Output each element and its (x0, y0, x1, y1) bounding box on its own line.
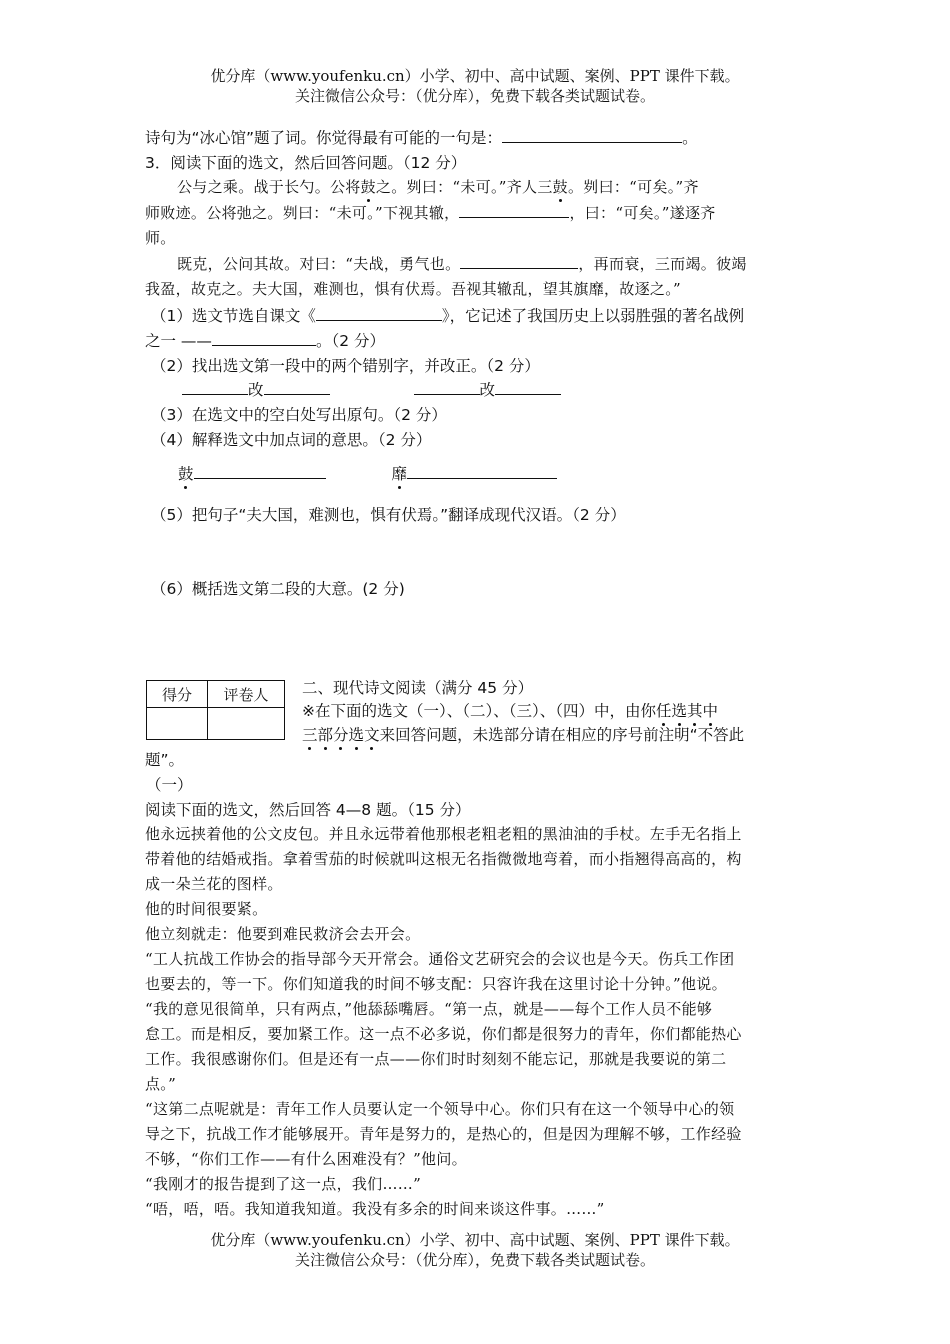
reading-line: 他立刻就走：他要到难民救济会去开会。 (145, 925, 421, 943)
dotted-word: 分 (333, 723, 349, 745)
part1-label: （一） (146, 776, 193, 794)
score-table (146, 680, 285, 740)
q2-tail-line: 诗句为“冰心馆”题了词。你觉得最有可能的一句是： 。 (145, 129, 698, 147)
page-header (0, 66, 950, 106)
section2-note-end: 题”。 (145, 751, 185, 769)
reading-line: 他永远挟着他的公文皮包。并且永远带着他那根老粗老粗的黑油油的手杖。左手无名指上 (145, 825, 742, 843)
reading-line: 带着他的结婚戒指。拿着雪茄的时候就叫这根无名指微微地弯着，而小指翘得高高的，构 (145, 850, 742, 868)
reading-line: 成一朵兰花的图样。 (145, 875, 283, 893)
passage-line: 师败迹。公将弛之。刿曰：“未可。”下视其辙， ，曰：“可矣。”遂逐齐 (145, 204, 716, 222)
answer-blank[interactable] (194, 464, 326, 479)
answer-blank[interactable] (407, 464, 557, 479)
q3-sub-4-answers (178, 462, 843, 484)
q3-sub-6: （6）概括选文第二段的大意。(2 分) (151, 580, 405, 598)
grader-cell[interactable] (208, 708, 285, 740)
section2-note-cont: 三部分选文来回答问题，未选部分请在相应的序号前注明“不答此 (302, 723, 810, 745)
dotted-word: 中 (703, 699, 719, 721)
page-footer (0, 1230, 950, 1270)
reading-line: 他的时间很要紧。 (145, 900, 268, 918)
dotted-word: 其 (687, 699, 703, 721)
passage-line: 既克，公问其故。对曰：“夫战，勇气也。 ，再而衰，三而竭。彼竭 (177, 255, 747, 273)
header-line-2: 关注微信公众号：（优分库），免费下载各类试题试卷。 (294, 87, 655, 105)
score-header: 得分 (147, 681, 208, 708)
reading-line: “这第二点呢就是：青年工作人员要认定一个领导中心。你们只有在这一个领导中心的领 (145, 1100, 735, 1118)
dotted-word: 鼓 (360, 178, 376, 196)
q3-sub-4: （4）解释选文中加点词的意思。（2 分） (151, 431, 432, 449)
dotted-word: 鼓 (178, 462, 194, 484)
reading-line: 工作。我很感谢你们。但是还有一点——你们时时刻刻不能忘记，那就是我要说的第二 (145, 1050, 727, 1068)
score-cell[interactable] (147, 708, 208, 740)
reading-line: “我刚才的报告提到了这一点，我们……” (145, 1175, 422, 1193)
reading-line: 也要去的，等一下。你们知道我的时间不够支配：只容许我在这里讨论十分钟。”他说。 (145, 975, 727, 993)
reading-line: 不够，“你们工作——有什么困难没有？”他问。 (145, 1150, 467, 1168)
q2-tail-text: 诗句为“冰心馆”题了词。你觉得最有可能的一句是： (145, 129, 503, 147)
q3-title: 3．阅读下面的选文，然后回答问题。（12 分） (145, 154, 467, 172)
reading-line: “唔，唔，唔。我知道我知道。我没有多余的时间来谈这件事。……” (145, 1200, 605, 1218)
answer-blank[interactable] (495, 380, 561, 395)
answer-blank[interactable] (182, 380, 248, 395)
q3-sub-2-answers: 改 改 (182, 378, 847, 400)
passage-line: 公与之乘。战于长勺。公将鼓之。刿曰：“未可。”齐人三鼓。刿曰：“可矣。”齐 (177, 178, 699, 196)
dotted-word: 靡 (392, 462, 408, 484)
dotted-word: 选 (349, 723, 365, 745)
q3-sub-5: （5）把句子“夫大国，难测也，惧有伏焉。”翻译成现代汉语。（2 分） (151, 506, 626, 524)
section2-title: 二、现代诗文阅读（满分 45 分） (302, 679, 534, 697)
answer-blank[interactable] (460, 254, 578, 269)
footer-line-2: 关注微信公众号：（优分库），免费下载各类试题试卷。 (294, 1251, 655, 1269)
passage-line: 师。 (145, 229, 176, 247)
q3-sub-1-cont: 之一 —— 。（2 分） (145, 332, 385, 350)
answer-blank[interactable] (502, 128, 682, 143)
part1-title: 阅读下面的选文，然后回答 4—8 题。（15 分） (145, 801, 471, 819)
reading-line: “我的意见很简单，只有两点，”他舔舔嘴唇。“第一点，就是——每个工作人员不能够 (145, 1000, 713, 1018)
answer-blank[interactable] (459, 203, 569, 218)
q3-sub-3: （3）在选文中的空白处写出原句。（2 分） (151, 406, 447, 424)
reading-line: 怠工。而是相反，要加紧工作。这一点不必多说，你们都是很努力的青年，你们都能热心 (145, 1025, 742, 1043)
footer-line-1: 优分库（www.youfenku.cn）小学、初中、高中试题、案例、PPT 课件下载。 (210, 1231, 740, 1249)
dotted-word: 部 (318, 723, 334, 745)
reading-line: 导之下，抗战工作才能够展开。青年是努力的，是热心的，但是因为理解不够，工作经验 (145, 1125, 742, 1143)
header-line-1: 优分库（www.youfenku.cn）小学、初中、高中试题、案例、PPT 课件下载。 (210, 67, 740, 85)
dotted-word: 鼓 (552, 178, 568, 196)
section2-note: ※在下面的选文（一）、（二）、（三）、（四）中，由你任选其中 (302, 699, 810, 721)
passage-line: 我盈，故克之。夫大国，难测也，惧有伏焉。吾视其辙乱，望其旗靡，故逐之。” (145, 280, 681, 298)
dotted-word: 选 (672, 699, 688, 721)
dotted-word: 三 (302, 723, 318, 745)
dotted-word: 文 (364, 723, 380, 745)
answer-blank[interactable] (316, 306, 442, 321)
dotted-word: 任 (656, 699, 672, 721)
reading-line: “工人抗战工作协会的指导部今天开常会。通俗文艺研究会的会议也是今天。伤兵工作团 (145, 950, 735, 968)
q3-sub-2: （2）找出选文第一段中的两个错别字，并改正。（2 分） (151, 357, 540, 375)
answer-blank[interactable] (212, 331, 316, 346)
answer-blank[interactable] (264, 380, 330, 395)
q3-sub-1: （1）选文节选自课文《 》，它记述了我国历史上以弱胜强的著名战例 (151, 307, 745, 325)
grader-header: 评卷人 (208, 681, 285, 708)
reading-line: 点。” (145, 1075, 177, 1093)
answer-blank[interactable] (414, 380, 480, 395)
